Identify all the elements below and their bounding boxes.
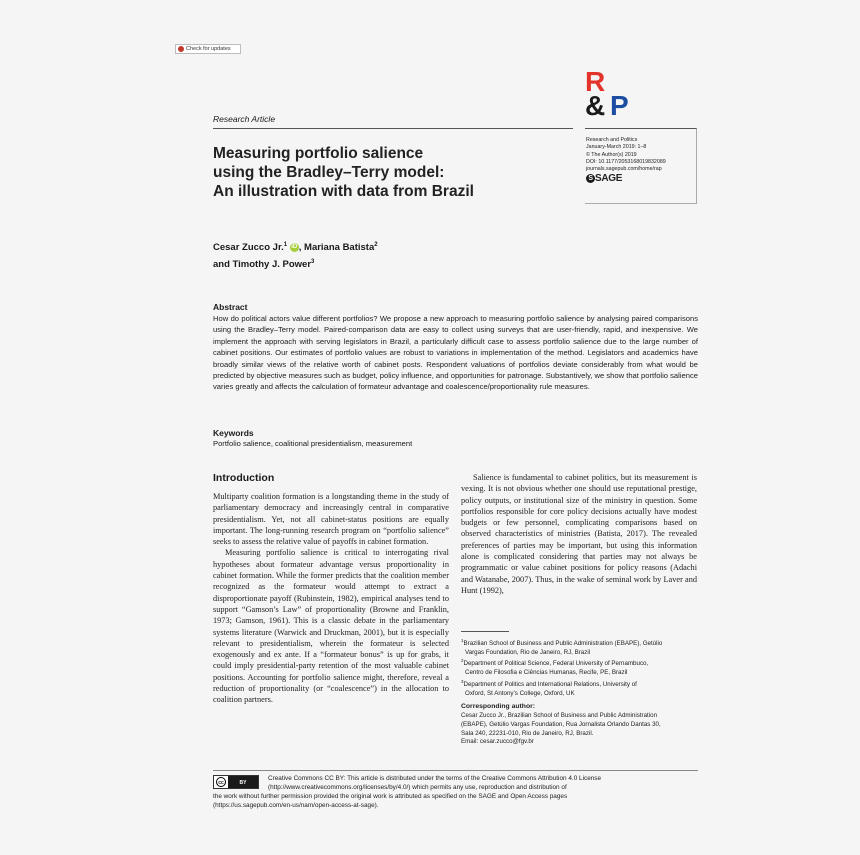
body-column-right bbox=[461, 472, 697, 596]
journal-url[interactable]: journals.sagepub.com/home/rap bbox=[586, 166, 662, 173]
affiliation-line: Oxford, St Antony’s College, Oxford, UK bbox=[465, 689, 575, 697]
affiliation-line: Vargas Foundation, Rio de Janeiro, RJ, Brazil bbox=[465, 648, 591, 656]
logo-amp: & bbox=[585, 90, 606, 121]
keywords-text: Portfolio salience, coalitional presidentialism, measurement bbox=[213, 439, 413, 448]
corresponding-author-heading: Corresponding author: bbox=[461, 703, 536, 711]
journal-name: Research and Politics bbox=[586, 137, 638, 143]
license-line[interactable]: (http://www.creativecommons.org/licenses/by/4.0/) which permits any use, reproduction and distribution of bbox=[268, 783, 567, 791]
license-line: Creative Commons CC BY: This article is distributed under the terms of the Creative Commons Attribution 4.0 License bbox=[268, 775, 602, 782]
sage-s-icon: S bbox=[586, 174, 595, 183]
corresponding-author-line: (EBAPE), Getúlio Vargas Foundation, Rua Jornalista Orlando Dantas 30, bbox=[461, 720, 661, 728]
abstract-text: How do political actors value different portfolios? We propose a new approach to measuring portfolio salience by analysing paired comparisons using the Bradley–Terry model. Paired-comparison data are easy to collect using surveys that are user-friendly, rapid, and inexpensive. We implement the approach with serving legislators in Brazil, a particularly difficult case to assess portfolio salience due to the large number of cabinet positions. Our estimates of portfolio values are robust to variations in implementation of the method. Legislators and academics have broadly similar views of the relative worth of cabinet posts. Respondent valuations of portfolios deviate considerably from what would be predicted by objective measures such as budget, policy influence, and opportunities for patronage. Substantively, we show that portfolio salience varies greatly and affects the calculation of formateur advantage and coalescence/proportionality rule measures. bbox=[213, 314, 698, 392]
affiliation-number: 3 bbox=[461, 678, 464, 684]
logo-r: R bbox=[585, 66, 606, 97]
corresponding-author-line: Cesar Zucco Jr., Brazilian School of Business and Public Administration bbox=[461, 712, 658, 720]
affiliation-item bbox=[461, 657, 701, 677]
affiliation-item bbox=[461, 637, 701, 657]
publisher-name: SAGE bbox=[595, 173, 623, 185]
title-line: An illustration with data from Brazil bbox=[213, 183, 474, 200]
license-text bbox=[213, 775, 703, 811]
by-icon: BY bbox=[228, 776, 258, 788]
affiliation-item bbox=[461, 678, 701, 698]
introduction-heading: Introduction bbox=[213, 472, 275, 484]
keywords-heading: Keywords bbox=[213, 428, 254, 438]
header-divider bbox=[213, 128, 573, 129]
author-name[interactable]: Cesar Zucco Jr. bbox=[213, 242, 284, 254]
paragraph: Multiparty coalition formation is a longstanding theme in the study of parliamentary democracy and increasingly central in comparative presidentialism. Yet, not all cabinet-status positions are equally important. The long-running research program on “portfolio salience” seeks to assess the relative value of payoffs in cabinet formation. bbox=[213, 492, 449, 547]
logo-p: P bbox=[610, 90, 629, 121]
check-for-updates-button[interactable] bbox=[175, 44, 241, 54]
corresponding-author-line: Sala 240, 22231-010, Rio de Janeiro, RJ, Brazil. bbox=[461, 729, 594, 737]
journal-issue: January-March 2019: 1–8 bbox=[586, 144, 647, 151]
body-column-left bbox=[213, 491, 449, 706]
paragraph: Salience is fundamental to cabinet politics, but its measurement is vexing. It is not obvious whether one should use reputational prestige, policy outputs, or institutional size of the ministry in question. Some portfolios responsible for core policy decisions actually have modest budgets or few personnel, complicating comparisons based on observed characteristics of ministries (Batista, 2017). The revealed preferences of parties may be important, but using this information alone is complicated considering that parties may not always be programmatic or value cabinet positions for policy reasons (Adachi and Watanabe, 2007). Thus, in the wake of seminal work by Laver and Hunt (1992), bbox=[461, 473, 697, 595]
affiliation-number: 2 bbox=[461, 658, 464, 664]
crossmark-icon bbox=[178, 46, 184, 52]
affiliation-number: 1 bbox=[461, 638, 464, 643]
license-line: the work without further permission provided the original work is attributed as specified on the SAGE and Open Access pages bbox=[213, 792, 568, 800]
author-list bbox=[213, 238, 378, 272]
author-name[interactable]: and Timothy J. Power bbox=[213, 259, 312, 271]
title-line: Measuring portfolio salience bbox=[213, 145, 424, 162]
corresponding-author-email[interactable]: Email: cesar.zucco@fgv.br bbox=[461, 738, 534, 746]
license-divider bbox=[213, 770, 698, 771]
author-name[interactable]: , Mariana Batista bbox=[298, 242, 375, 254]
check-updates-label: Check for updates bbox=[186, 46, 231, 52]
footnote-divider bbox=[461, 631, 509, 632]
journal-doi[interactable]: DOI: 10.1177/2053168019832089 bbox=[586, 158, 666, 165]
affiliation-marker: 2 bbox=[374, 242, 378, 248]
affiliation-marker: 1 bbox=[283, 242, 288, 248]
affiliation-line: Brazilian School of Business and Public Administration (EBAPE), Getúlio bbox=[463, 640, 663, 648]
cc-icon: cc bbox=[216, 777, 226, 787]
orcid-icon[interactable]: iD bbox=[291, 244, 298, 251]
title-line: using the Bradley–Terry model: bbox=[213, 164, 445, 181]
publisher-logo bbox=[586, 173, 692, 185]
abstract-heading: Abstract bbox=[213, 302, 248, 312]
affiliation-line: Centro de Filosofia e Ciências Humanas, Recife, PE, Brazil bbox=[465, 669, 628, 677]
license-line[interactable]: (https://us.sagepub.com/en-us/nam/open-access-at-sage). bbox=[213, 801, 379, 809]
journal-info bbox=[585, 128, 697, 204]
affiliation-marker: 3 bbox=[311, 259, 315, 266]
affiliations bbox=[461, 637, 701, 747]
article-title bbox=[213, 144, 553, 201]
paragraph: Measuring portfolio salience is critical to interrogating rival hypotheses about formateur advantage versus proportionality in cabinet formation. While the former predicts that the coalition member recognized as the formateur would attempt to extract a disproportionate payoff (Rubinstein, 1982), empirical analyses tend to support “Gamson’s Law” of proportionality (Browne and Franklin, 1973; Gamson, 1961). This is a classic debate in the parliamentary systems literature (Warwick and Druckman, 2001), but it is especially relevant to presidentialism, wherein the formateur is selected exogenously and ex ante. If a “formateur bonus” is up for grabs, it could imply presidential-party retention of the most valuable cabinet positions. Accounting for portfolio salience might, therefore, reveal a reduction of proportionality (or “coalescence”) in the allocation to coalition partners. bbox=[213, 548, 449, 705]
journal-copyright: © The Author(s) 2019 bbox=[586, 151, 637, 158]
article-type: Research Article bbox=[213, 114, 276, 124]
affiliation-line: Department of Political Science, Federal University of Pernambuco, bbox=[463, 660, 649, 668]
affiliation-line: Department of Politics and International Relations, University of bbox=[463, 681, 637, 688]
